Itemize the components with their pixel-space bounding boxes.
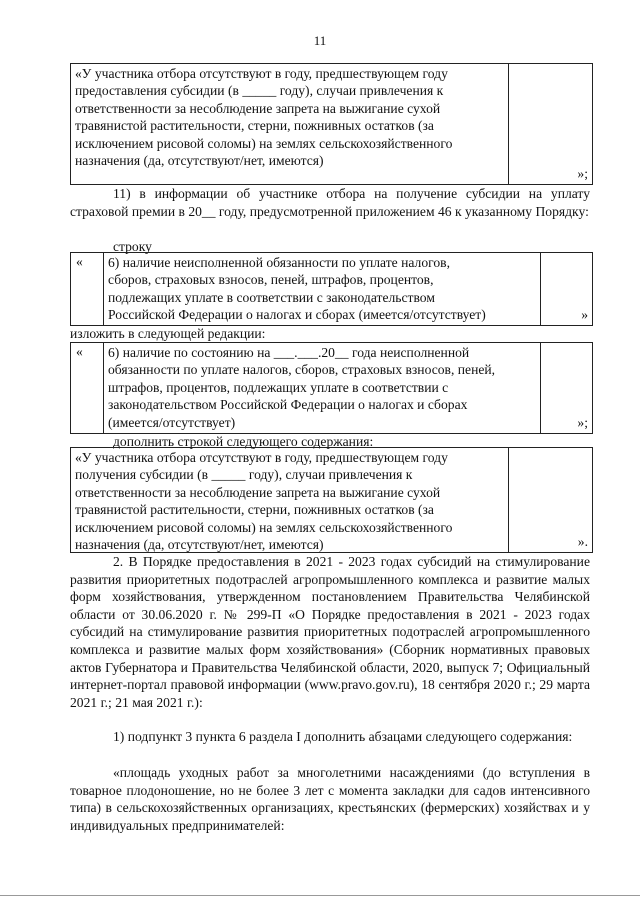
table-1-text	[71, 64, 509, 184]
table-1	[70, 63, 593, 185]
paragraph-2: 2. В Порядке предоставления в 2021 - 2023 годах субсидий на стимулирование развития приоритетных подотраслей агропромышленного комплекса и развитие малых форм хозяйствования, утвержденном постановлением Правительства Челябинской области от 30.06.2020 г. № 299-П «О Порядке предоставления в 2021 - 2023 годах субсидий на стимулирование развития приоритетных подотраслей агропромышленного комплекса и развитие малых форм хозяйствования» (Сборник нормативных правовых актов Губернатора и Правительства Челябинской области, 2020, выпуск 7; Официальный интернет-портал правовой информации (www.pravo.gov.ru), 18 сентября 2020 г.; 29 марта 2021 г.; 21 мая 2021 г.):	[70, 554, 590, 710]
table-line: исключением рисовой соломы) на землях сельскохозяйственного	[75, 135, 453, 151]
table-line: травянистой растительности, стерни, пожнивных остатков (за	[75, 502, 434, 518]
opening-quote: «	[76, 344, 83, 359]
table-line: законодательством Российской Федерации о налогах и сборах	[108, 397, 468, 413]
closing-quote: »	[581, 307, 588, 322]
table-line: 6) наличие неисполненной обязанности по уплате налогов,	[108, 255, 450, 270]
table-line: штрафов, процентов, подлежащих уплате в соответствии с	[108, 379, 449, 395]
table-line: Российской Федерации о налогах и сборах (имеется/отсутствует)	[108, 307, 486, 323]
table-line: назначения (да, отсутствуют/нет, имеются)	[75, 537, 324, 553]
table-4-end-cell	[509, 448, 592, 552]
table-3-text	[104, 343, 541, 433]
page-number: 11	[313, 33, 327, 48]
table-line: (имеется/отсутствует)	[108, 414, 236, 430]
table-2	[70, 252, 593, 326]
table-line: обязанности по уплате налогов, сборов, страховых взносов, пеней,	[108, 362, 496, 378]
paragraph-quote: «площадь уходных работ за многолетними насаждениями (до вступления в товарное плодоношение, но не более 3 лет с момента закладки для садов интенсивного типа) в сельскохозяйственных организациях, крестьянских (фермерских) хозяйствах и у индивидуальных предпринимателей:	[70, 765, 590, 833]
table-line: получения субсидии (в _____ году), случаи привлечения к	[75, 467, 413, 483]
table-line: исключением рисовой соломы) на землях сельскохозяйственного	[75, 519, 453, 535]
label-stroku: строку	[113, 239, 152, 254]
table-line: «У участника отбора отсутствуют в году, предшествующем году	[75, 450, 448, 465]
table-line: предоставления субсидии (в _____ году), случаи привлечения к	[75, 83, 444, 99]
label-dopolnit: дополнить строкой следующего содержания:	[113, 434, 374, 449]
table-2-end-cell	[541, 253, 592, 325]
paragraph-11: 11) в информации об участнике отбора на получение субсидии на уплату страховой премии в 20__ году, предусмотренной приложением 46 к указанному Порядку:	[70, 186, 590, 219]
table-line: назначения (да, отсутствуют/нет, имеются)	[75, 153, 324, 169]
table-1-end-cell	[509, 64, 592, 184]
closing-quote: ».	[577, 534, 588, 549]
table-line: ответственности за несоблюдение запрета на выжигание сухой	[75, 100, 441, 116]
label-izlozhit: изложить в следующей редакции:	[70, 326, 266, 341]
paragraph-2-1: 1) подпункт 3 пункта 6 раздела I дополнить абзацами следующего содержания:	[113, 729, 573, 744]
page-bottom-rule	[0, 895, 640, 896]
table-line: травянистой растительности, стерни, пожнивных остатков (за	[75, 118, 434, 134]
table-line: ответственности за несоблюдение запрета на выжигание сухой	[75, 484, 441, 500]
table-line: «У участника отбора отсутствуют в году, предшествующем году	[75, 66, 448, 81]
table-2-open-cell	[71, 253, 104, 325]
opening-quote: «	[76, 254, 83, 269]
table-3-end-cell	[541, 343, 592, 433]
table-3-open-cell	[71, 343, 104, 433]
table-line: 6) наличие по состоянию на ___.___.20__ года неисполненной	[108, 345, 470, 360]
table-2-text	[104, 253, 541, 325]
closing-quote: »;	[577, 415, 588, 430]
table-line: сборов, страховых взносов, пеней, штрафов, процентов,	[108, 272, 434, 288]
closing-quote: »;	[577, 166, 588, 181]
table-4-text	[71, 448, 509, 552]
table-4	[70, 447, 593, 553]
table-3	[70, 342, 593, 434]
table-line: подлежащих уплате в соответствии с законодательством	[108, 289, 435, 305]
